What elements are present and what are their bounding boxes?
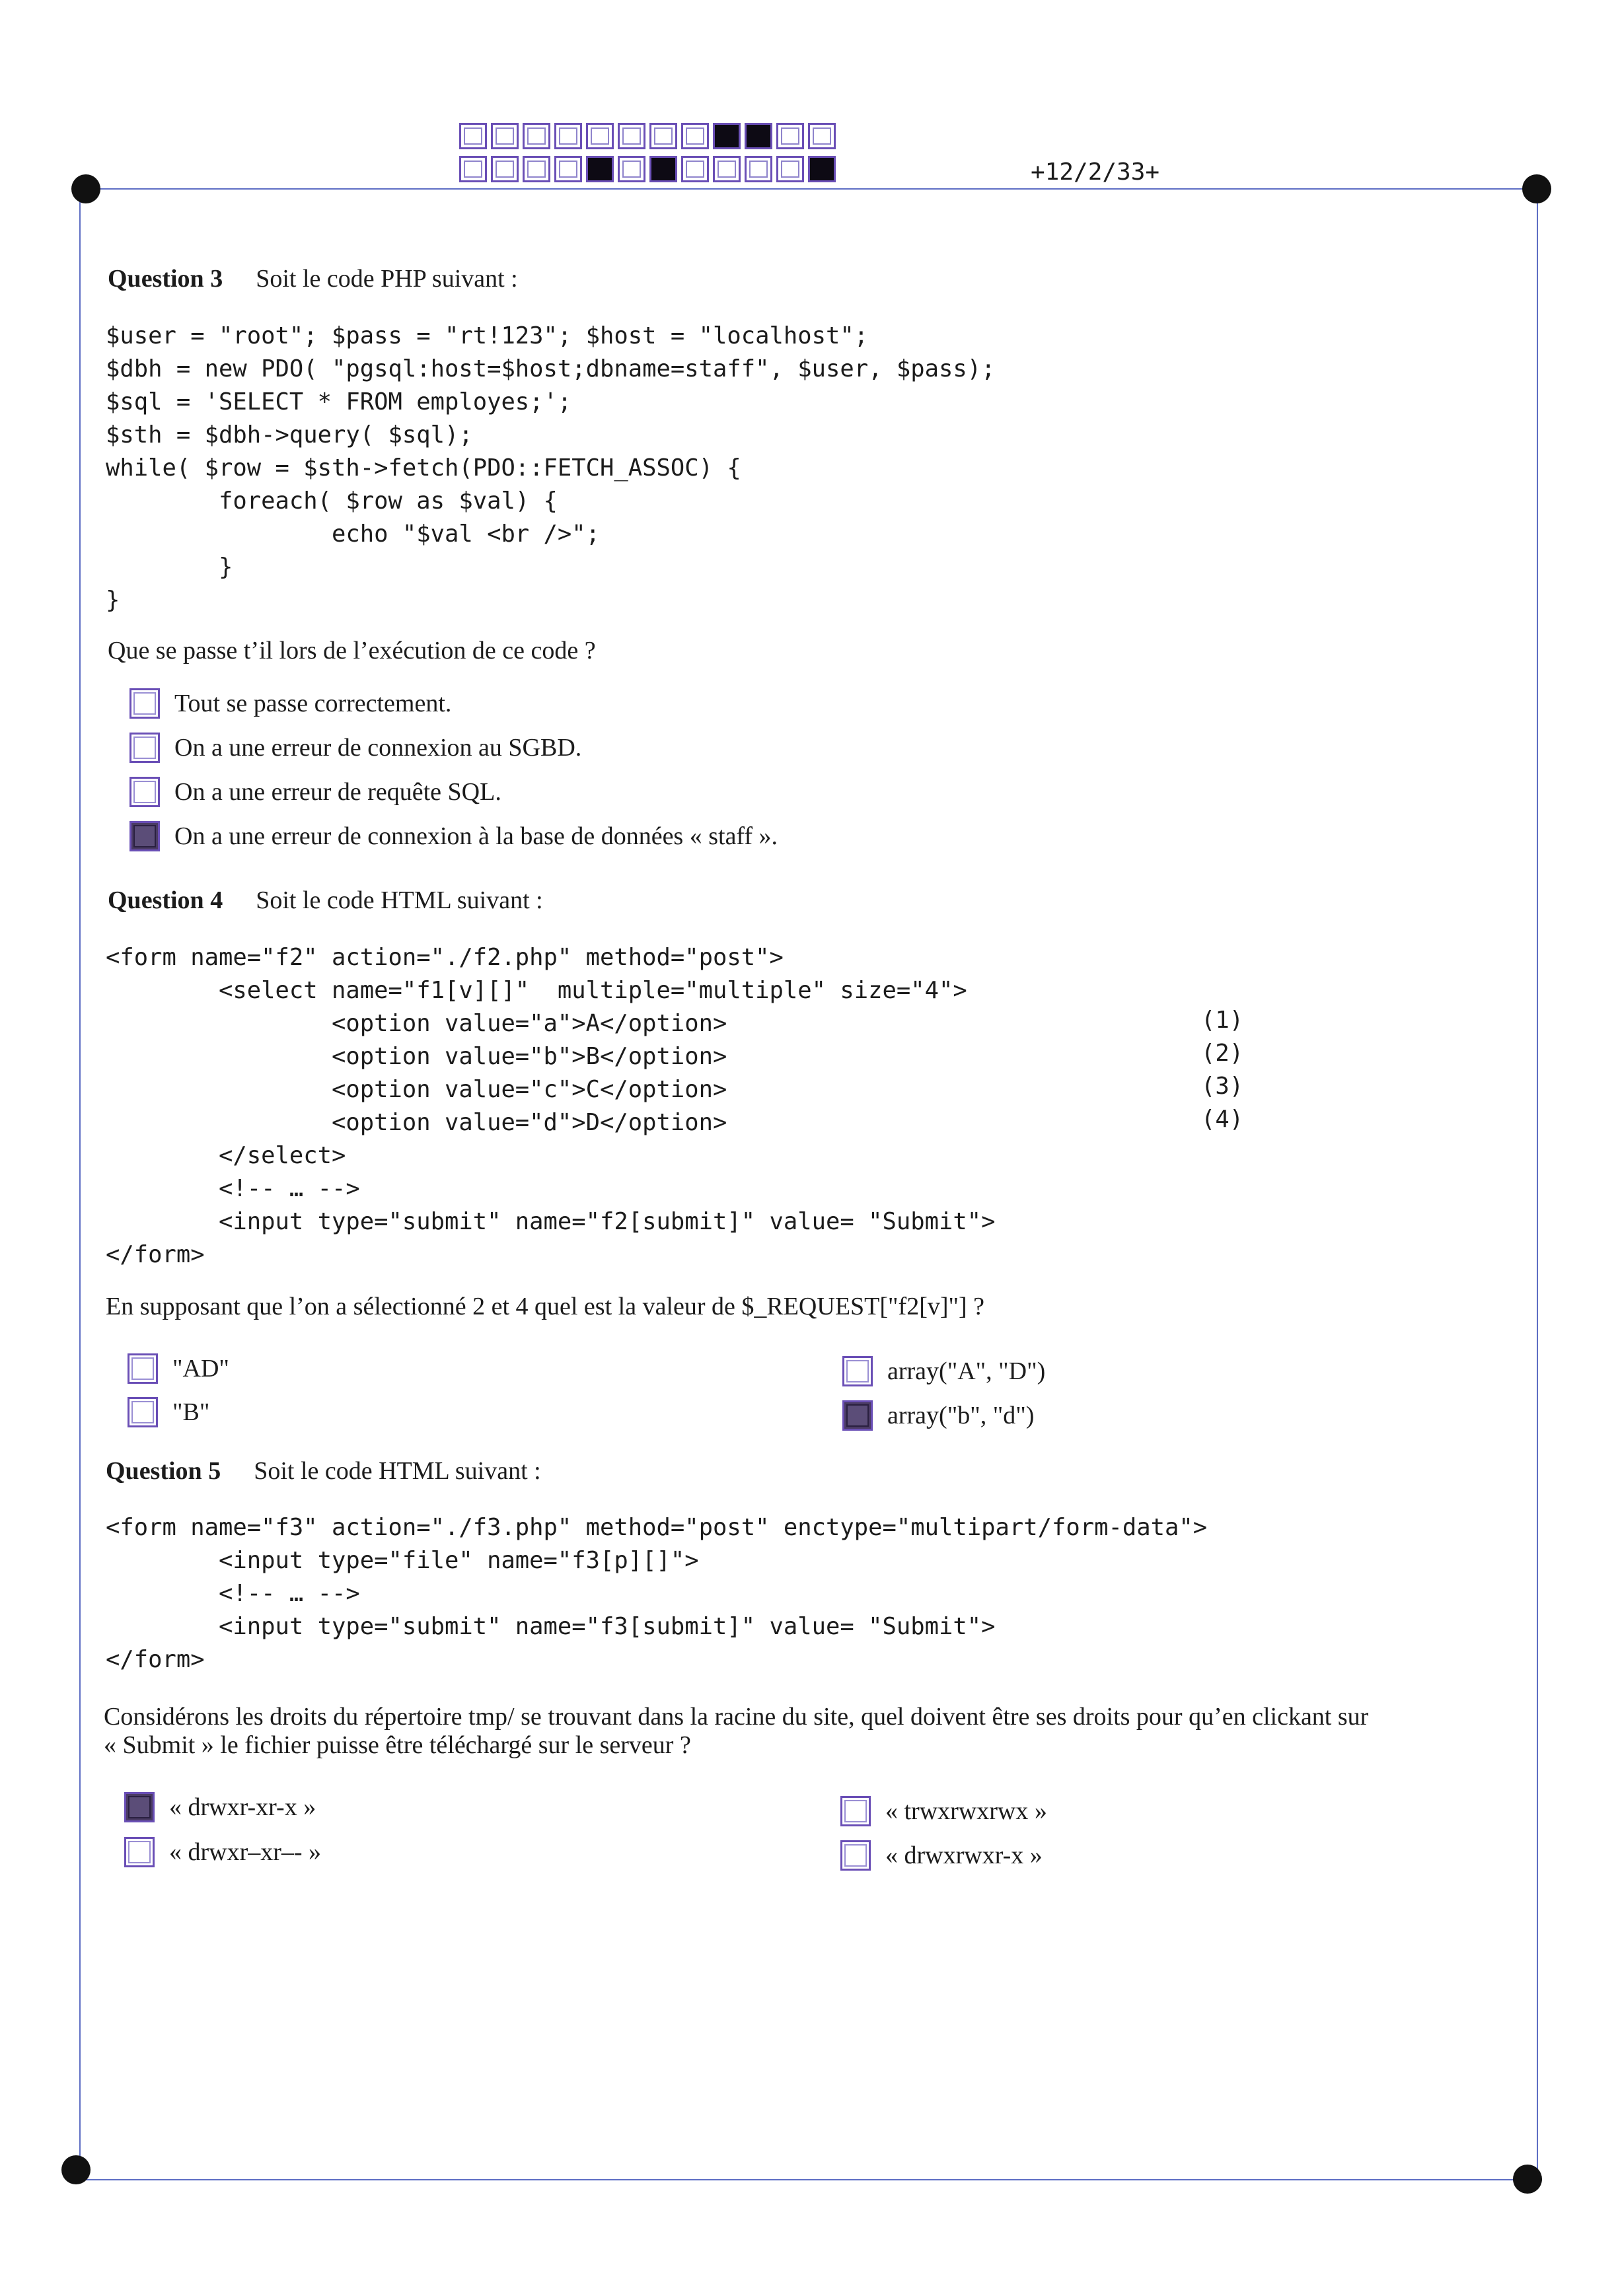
q3-choice-4-label: On a une erreur de connexion à la base de données « staff ». [174, 822, 778, 850]
corner-mark-top-right [1522, 174, 1551, 203]
q4-choice-1[interactable] [128, 1353, 229, 1384]
q5-checkbox-4[interactable] [840, 1840, 871, 1871]
barcode-cell-4 [554, 123, 582, 149]
barcode-cell-3 [523, 156, 550, 182]
barcode-cell-9 [713, 156, 741, 182]
barcode-cell-8 [681, 156, 709, 182]
corner-mark-top-left [71, 174, 100, 203]
q3-checkbox-2[interactable] [129, 733, 160, 763]
question-3-prompt: Que se passe t’il lors de l’exécution de ce code ? [108, 637, 596, 664]
question-3-code: $user = "root"; $pass = "rt!123"; $host = "localhost"; $dbh = new PDO( "pgsql:host=$host;dbname=staff", $user, $pass); $sql = 'SELECT * FROM employes;'; $sth = $dbh->query( $sql); while( $row = $sth->fetch(PDO::FETCH_ASSOC) { foreach( $row as $val) { echo "$val <br />"; } } [106, 322, 996, 614]
q3-choice-3-label: On a une erreur de requête SQL. [174, 778, 501, 806]
q5-checkbox-2[interactable] [124, 1837, 155, 1867]
q5-choice-2[interactable] [124, 1837, 321, 1867]
corner-mark-bottom-left [61, 2155, 91, 2184]
barcode-row-1 [459, 123, 840, 149]
q3-choice-1-label: Tout se passe correctement. [174, 690, 452, 717]
question-3-header [108, 264, 518, 293]
barcode-cell-11 [776, 156, 804, 182]
q5-choice-1[interactable] [124, 1792, 316, 1822]
barcode-cell-5 [586, 123, 614, 149]
barcode-cell-5 [586, 156, 614, 182]
q5-checkbox-1[interactable] [124, 1792, 155, 1822]
question-4-header [108, 886, 543, 915]
question-5-header [106, 1456, 541, 1486]
q5-choice-4-label: « drwxrwxr-x » [885, 1842, 1043, 1869]
q5-choice-4[interactable] [840, 1840, 1043, 1871]
question-5-label: Question 5 [106, 1457, 221, 1485]
q3-choice-1[interactable] [129, 688, 451, 719]
q5-choice-2-label: « drwxr–xr–- » [169, 1838, 322, 1866]
barcode-cell-12 [808, 156, 836, 182]
barcode-cell-11 [776, 123, 804, 149]
q5-choice-1-label: « drwxr-xr-x » [169, 1793, 316, 1821]
line-number-2: (2) [1201, 1040, 1244, 1067]
q4-choice-2-label: "B" [172, 1398, 210, 1426]
barcode-cell-7 [649, 156, 677, 182]
barcode-cell-1 [459, 156, 487, 182]
question-4-prompt: En supposant que l’on a sélectionné 2 et 4 quel est la valeur de $_REQUEST["f2[v]"] ? [106, 1293, 985, 1320]
q3-checkbox-1[interactable] [129, 688, 160, 719]
q3-checkbox-4[interactable] [129, 821, 160, 851]
q5-choice-3-label: « trwxrwxrwx » [885, 1797, 1047, 1825]
q4-choice-3[interactable] [842, 1356, 1045, 1386]
barcode-cell-4 [554, 156, 582, 182]
barcode-row-2 [459, 156, 840, 182]
barcode-cell-6 [618, 156, 645, 182]
q4-choice-4[interactable] [842, 1400, 1034, 1431]
q4-choice-4-label: array("b", "d") [887, 1402, 1035, 1429]
corner-mark-bottom-right [1513, 2165, 1542, 2194]
question-4-code: <form name="f2" action="./f2.php" method="post"> <select name="f1[v][]" multiple="multiple" size="4"> <option value="a">A</option> <option value="b">B</option> <option value="c">C</option> <option value="d">D</option> </select> <!-- … --> <input type="submit" name="f2[submit]" value= "Submit"> </form> [106, 944, 996, 1268]
barcode-cell-2 [491, 156, 519, 182]
line-number-4: (4) [1201, 1106, 1244, 1133]
q3-choice-3[interactable] [129, 777, 501, 807]
q5-checkbox-3[interactable] [840, 1796, 871, 1826]
q3-choice-2-label: On a une erreur de connexion au SGBD. [174, 734, 582, 762]
question-5-intro: Soit le code HTML suivant : [254, 1457, 541, 1485]
barcode-cell-8 [681, 123, 709, 149]
question-5-prompt-line-1: Considérons les droits du répertoire tmp/ se trouvant dans la racine du site, quel doivent être ses droits pour qu’en clickant sur [104, 1703, 1369, 1731]
q3-choice-2[interactable] [129, 733, 581, 763]
q4-checkbox-3[interactable] [842, 1356, 873, 1386]
q4-choice-1-label: "AD" [172, 1355, 229, 1382]
q4-choice-2[interactable] [128, 1397, 209, 1427]
barcode-cell-12 [808, 123, 836, 149]
question-4-intro: Soit le code HTML suivant : [256, 886, 543, 914]
question-3-intro: Soit le code PHP suivant : [256, 265, 518, 293]
barcode-cell-10 [745, 123, 772, 149]
question-5-code: <form name="f3" action="./f3.php" method="post" enctype="multipart/form-data"> <input type="file" name="f3[p][]"> <!-- … --> <input type="submit" name="f3[submit]" value= "Submit"> </form> [106, 1514, 1208, 1673]
q4-checkbox-1[interactable] [128, 1353, 158, 1384]
barcode-cell-7 [649, 123, 677, 149]
barcode-cell-1 [459, 123, 487, 149]
line-number-3: (3) [1201, 1073, 1244, 1100]
barcode-cell-10 [745, 156, 772, 182]
q4-choice-3-label: array("A", "D") [887, 1357, 1046, 1385]
question-5-prompt-line-2: « Submit » le fichier puisse être téléchargé sur le serveur ? [104, 1731, 691, 1759]
question-3-label: Question 3 [108, 265, 223, 293]
q3-checkbox-3[interactable] [129, 777, 160, 807]
q4-checkbox-2[interactable] [128, 1397, 158, 1427]
barcode-cell-6 [618, 123, 645, 149]
q4-checkbox-4[interactable] [842, 1400, 873, 1431]
q5-choice-3[interactable] [840, 1796, 1047, 1826]
barcode-cell-3 [523, 123, 550, 149]
q3-choice-4[interactable] [129, 821, 778, 851]
barcode-cell-2 [491, 123, 519, 149]
line-number-1: (1) [1201, 1007, 1244, 1034]
barcode-cell-9 [713, 123, 741, 149]
page-id: +12/2/33+ [1031, 159, 1160, 186]
question-4-label: Question 4 [108, 886, 223, 914]
